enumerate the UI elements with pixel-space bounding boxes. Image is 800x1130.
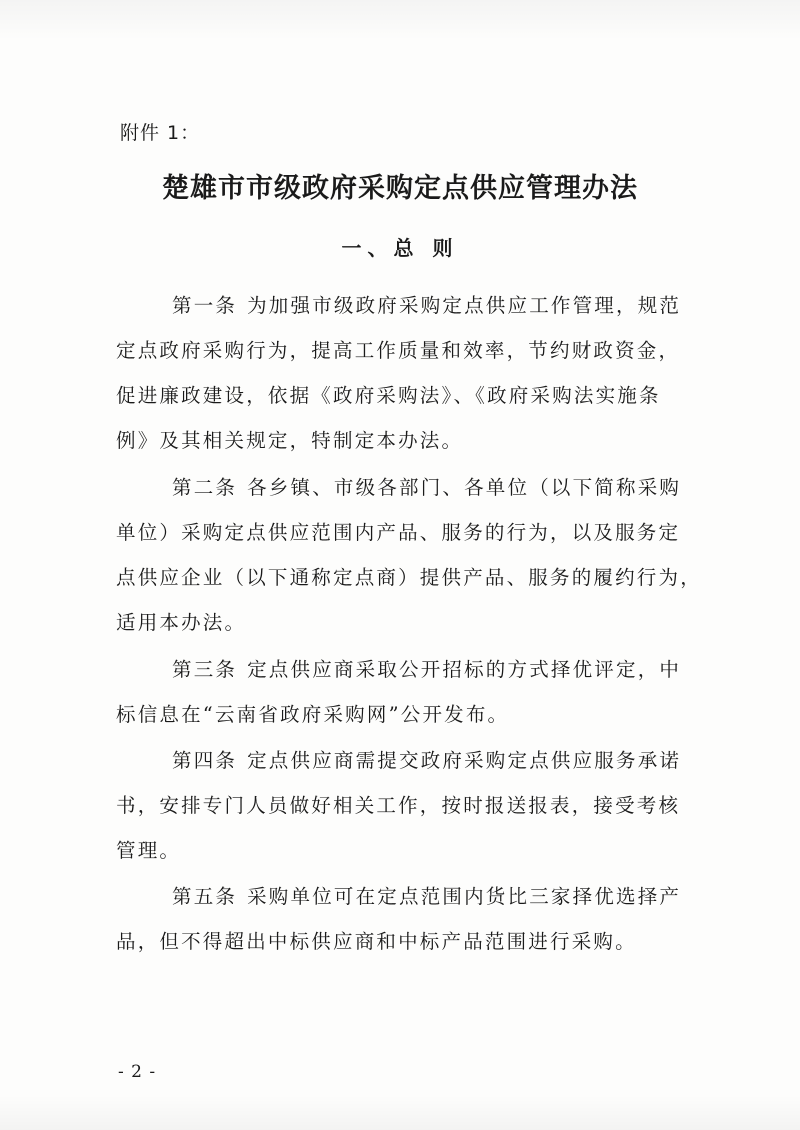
article-line: 标信息在“云南省政府采购网”公开发布。 <box>116 703 510 726</box>
article-number: 第三条 <box>172 658 238 681</box>
article-line: 品，但不得超出中标供应商和中标产品范围进行采购。 <box>116 930 637 953</box>
article-1 <box>116 283 686 463</box>
article-3 <box>116 647 686 737</box>
article-line: 单位）采购定点供应范围内产品、服务的行为，以及服务定 <box>116 521 681 544</box>
article-line: 例》及其相关规定，特制定本办法。 <box>116 429 464 452</box>
scan-shadow-top <box>0 0 800 40</box>
article-number: 第四条 <box>172 749 238 772</box>
article-line: 第三条 定点供应商采取公开招标的方式择优评定，中 <box>172 658 682 681</box>
article-line: 定点政府采购行为，提高工作质量和效率，节约财政资金， <box>116 339 681 362</box>
article-line: 书，安排专门人员做好相关工作，按时报送报表，接受考核 <box>116 794 681 817</box>
article-line: 第二条 各乡镇、市级各部门、各单位（以下简称采购 <box>172 476 682 499</box>
scan-shadow-bottom <box>0 1095 800 1130</box>
article-2 <box>116 465 702 645</box>
document-title: 楚雄市市级政府采购定点供应管理办法 <box>162 173 638 204</box>
page-number: - 2 - <box>118 1062 157 1082</box>
article-number: 第二条 <box>172 476 238 499</box>
article-line: 第一条 为加强市级政府采购定点供应工作管理，规范 <box>172 294 682 317</box>
article-line: 管理。 <box>116 839 182 862</box>
article-line: 第四条 定点供应商需提交政府采购定点供应服务承诺 <box>172 749 682 772</box>
article-number: 第一条 <box>172 294 238 317</box>
section-heading: 一、总 则 <box>341 236 459 260</box>
article-number: 第五条 <box>172 885 238 908</box>
article-line: 第五条 采购单位可在定点范围内货比三家择优选择产 <box>172 885 682 908</box>
attachment-label: 附件 1： <box>120 122 201 144</box>
article-line: 适用本办法。 <box>116 611 247 634</box>
article-4 <box>116 738 686 873</box>
article-5 <box>116 874 686 964</box>
article-line: 点供应企业（以下通称定点商）提供产品、服务的履约行为， <box>116 566 702 589</box>
article-line: 促进廉政建设，依据《政府采购法》、《政府采购法实施条 <box>116 384 661 407</box>
